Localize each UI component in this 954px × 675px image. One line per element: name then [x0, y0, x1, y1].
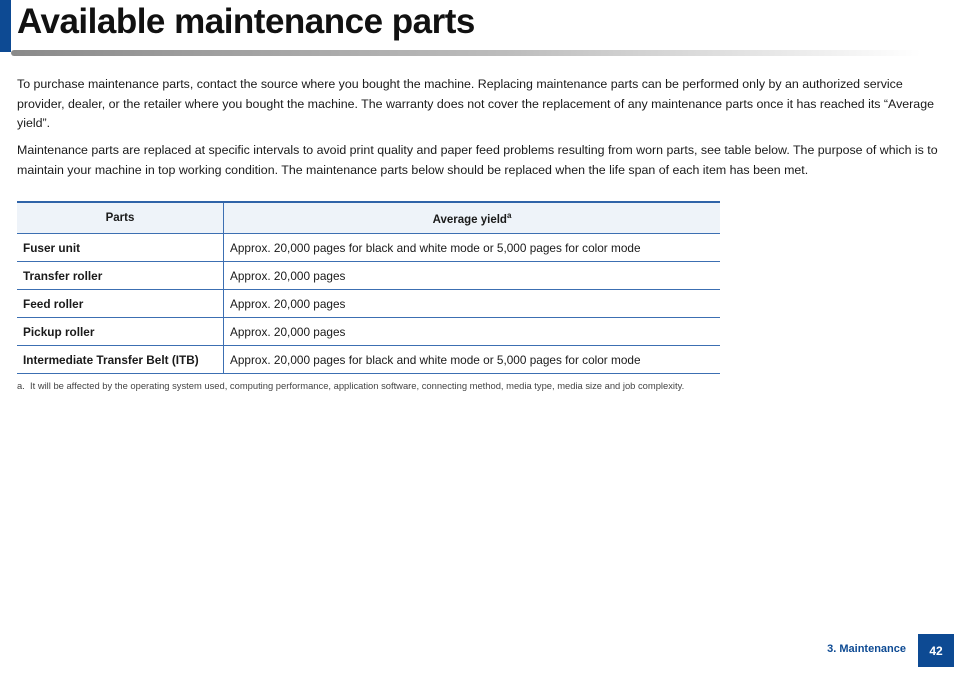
yield-cell: Approx. 20,000 pages: [224, 262, 721, 290]
part-name-cell: Transfer roller: [17, 262, 224, 290]
column-header-parts-label: Parts: [105, 212, 135, 224]
table-footnote: [17, 380, 735, 391]
part-name-cell: Feed roller: [17, 290, 224, 318]
part-name-cell: Intermediate Transfer Belt (ITB): [17, 346, 224, 374]
column-header-yield-label: Average yield: [432, 213, 507, 226]
column-header-parts: [17, 202, 224, 234]
footnote-reference[interactable]: a: [506, 210, 512, 220]
table-row: [17, 346, 720, 374]
yield-cell: Approx. 20,000 pages: [224, 290, 721, 318]
column-header-average-yield: [224, 202, 721, 234]
part-name-cell: Fuser unit: [17, 234, 224, 262]
footnote-mark: a.: [17, 380, 25, 391]
yield-cell: Approx. 20,000 pages for black and white mode or 5,000 pages for color mode: [224, 346, 721, 374]
footnote-text: It will be affected by the operating system used, computing performance, application software, connecting method, media type, media size and job complexity.: [30, 380, 685, 391]
table-row: [17, 290, 720, 318]
maintenance-parts-table: [17, 201, 720, 374]
table-row: [17, 234, 720, 262]
title-accent-bar: [0, 0, 11, 52]
page-number-badge: 42: [918, 634, 954, 667]
yield-cell: Approx. 20,000 pages: [224, 318, 721, 346]
page-title: Available maintenance parts: [17, 2, 475, 41]
table-row: [17, 318, 720, 346]
part-name-cell: Pickup roller: [17, 318, 224, 346]
title-divider: [11, 50, 921, 56]
intro-paragraph-purchase: To purchase maintenance parts, contact the source where you bought the machine. Replacing maintenance parts can be performed only by an authorized service provider, dealer, or the retailer where you bought the machine. The warranty does not cover the replacement of any maintenance parts once it has reached its “Average yield”.: [17, 77, 934, 130]
table-header-row: [17, 202, 720, 234]
intro-paragraph-intervals: Maintenance parts are replaced at specific intervals to avoid print quality and paper feed problems resulting from worn parts, see table below. The purpose of which is to maintain your machine in top working condition. The maintenance parts below should be replaced when the life span of each item has been met.: [17, 143, 938, 177]
table-row: [17, 262, 720, 290]
footer-chapter-link[interactable]: 3. Maintenance: [827, 643, 906, 655]
yield-cell: Approx. 20,000 pages for black and white mode or 5,000 pages for color mode: [224, 234, 721, 262]
